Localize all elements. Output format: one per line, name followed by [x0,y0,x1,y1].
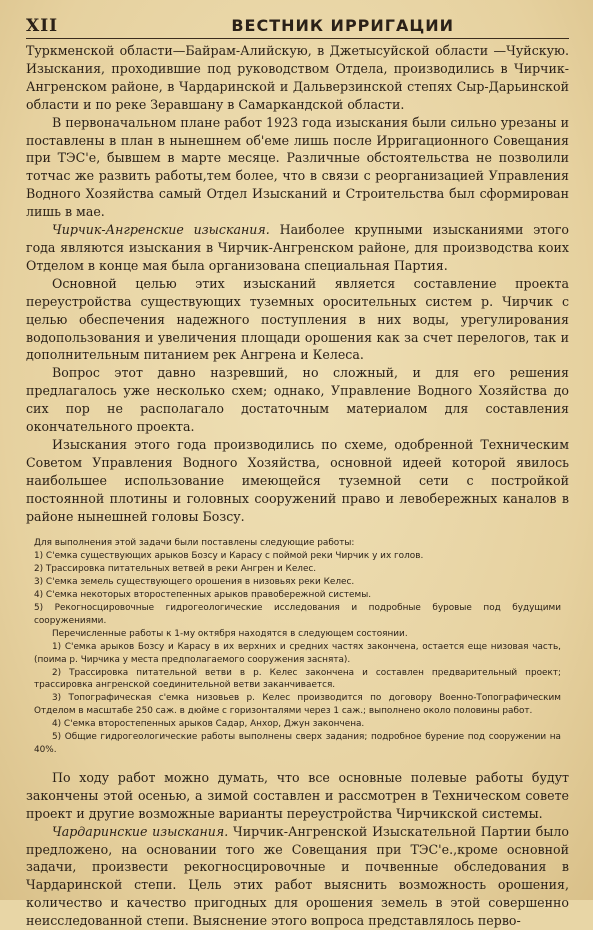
small-print-line: 2) Трассировка питательных ветвей в реки Ангрен и Келес. [34,564,317,575]
small-print-line: 5) Общие гидрогеологические работы выполнены сверх задания; подробное бурение под сооружении на 40%. [34,732,561,755]
section-text-chardara: Чирчик-Ангренской Изыскательной Партии было предложено, на основании того же Совещания при ТЭС'е.,кроме основной задачи, произвести рекогносцировочные и почвенные обследования в Чардаринской степи. Цель этих работ выяснить возможность орошения, количество и качество пригодных для орошения земель в этой совершенно неисследованной степи. Выяснение этого вопроса представлялось перво- [26,823,569,929]
section-chardara-paragraph [26,823,569,930]
small-print-line: Перечисленные работы к 1-му октября находятся в следующем состоянии. [52,628,408,639]
paragraph: Изыскания этого года производились по схеме, одобренной Техническим Советом Управления Водного Хозяйства, основной идеей которой явилось наибольшее использование имеющейся туземной сети с постройкой постоянной плотины и головных сооружений право и левобережных каналов в районе нынешней головы Бозсу. [26,436,569,524]
small-print-line: Для выполнения этой задачи были поставлены следующие работы: [34,538,355,549]
body-text-lower [26,769,569,930]
section-lead-chirchik: Чирчик-Ангренские изыскания. [52,222,270,238]
small-print-line: 1) С'емка арыков Бозсу и Карасу в их верхних и средних частях закончена, остается еще низовая часть,(поима р. Чирчика у места предполагаемого сооружения заснята). [34,641,561,665]
small-print-line: 4) С'емка второстепенных арыков Садар, Анхор, Джун закончена. [52,719,365,730]
small-print-line: 3) С'емка земель существующего орошения в низовьях реки Келес. [34,577,355,588]
section-lead-chardara: Чардаринские изыскания. [52,823,229,839]
section-chirchik-paragraph [26,221,569,275]
small-print-line: 1) С'емка существующих арыков Бозсу и Карасу с поймой реки Чирчик у их голов. [34,551,424,562]
paragraph: Основной целью этих изысканий является составление проекта переустройства существующих туземных оросительных систем р. Чирчик с целью обеспечения надежного поступления в них воды, урегулирования водопользования и увеличения площади орошения как за счет перелогов, так и дополнительным питанием рек Ангрена и Келеса. [26,275,569,363]
paragraph: Туркменской области—Байрам-Алийскую, в Джетысуйской области —Чуйскую. Изыскания, проходившие под руководством Отдела, производились в Чирчик-Ангренском районе, в Чардаринской и Дальверзинской степях Сыр-Дарьинской области и по реке Зеравшану в Самаркандской области. [26,43,569,112]
paragraph: По ходу работ можно думать, что все основные полевые работы будут закончены этой осенью, а зимой составлен и рассмотрен в Техническом совете проект и другие возможные варианты переустройства Чирчикской системы. [26,769,569,821]
small-print-line: 2) Трассировка питательной ветви в р. Келес закончена и составлен предварительный проект; трассировка ангренской соединительной ветви заканчивается. [34,667,561,691]
small-print-line: 3) Топографическая с'емка низовьев р. Келес производится по договору Военно-Топографическим Отделом в масштабе 250 саж. в дюйме с горизонталями через 1 саж.; выполнено около половины работ. [34,693,561,717]
page-number: XII [26,16,59,36]
running-title: ВЕСТНИК ИРРИГАЦИИ [231,16,454,35]
body-text-upper [26,42,569,525]
section-text-chirchik: Наиболее крупными изысканиями этого года являются изыскания в Чирчик-Ангренском районе, для производства коих Отделом в конце мая была организована специальная Партия. [26,222,570,273]
small-print-line: 4) С'емка некоторых второстепенных арыков правобережной системы. [34,590,372,601]
small-print-line: 5) Рекогносцировочные гидрогеологические исследования и подробные буровые под будущими сооружениями. [34,603,561,626]
page-header [26,16,569,39]
paragraph: В первоначальном плане работ 1923 года изыскания были сильно урезаны и поставлены в план в нынешнем об'еме лишь после Ирригационного Совещания при ТЭС'е, бывшем в марте месяце. Различные обстоятельства не позволили тотчас же развить работы,тем более, что в связи с реорганизацией Управления Водного Хозяйства самый Отдел Изысканий и Строительства был сформирован лишь в мае. [26,114,569,220]
paragraph: Вопрос этот давно назревший, но сложный, и для его решения предлагалось уже несколько схем; однако, Управление Водного Хозяйства до сих пор не располагало достаточным материалом для составления окончательного проекта. [26,365,569,435]
small-print-block [34,537,561,756]
